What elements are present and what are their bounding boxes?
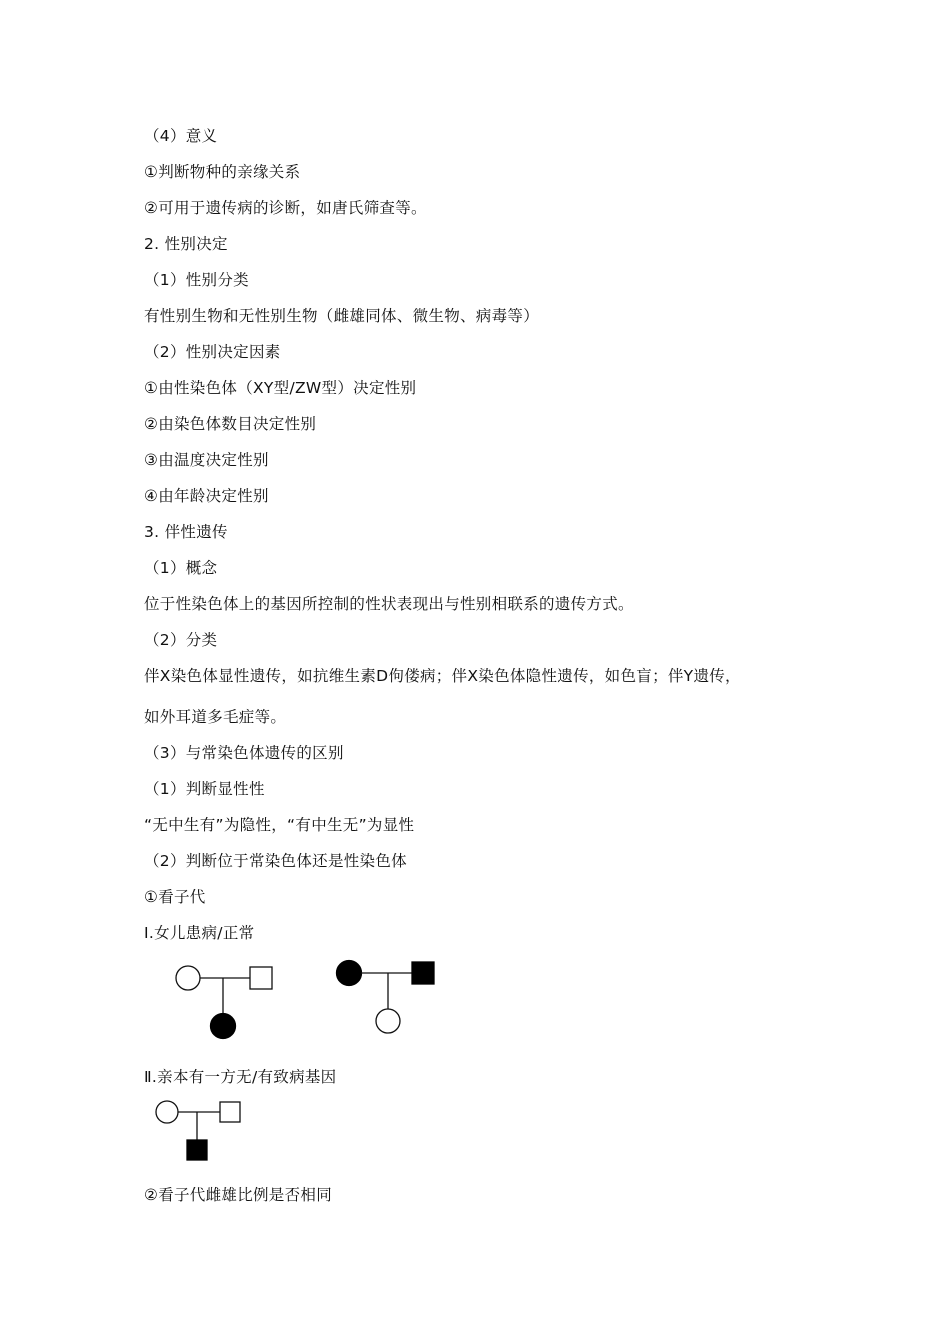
list-item: ②可用于遗传病的诊断，如唐氏筛查等。: [144, 199, 427, 217]
subheading: （1）性别分类: [144, 271, 249, 289]
list-item: Ⅱ.亲本有一方无/有致病基因: [144, 1068, 337, 1086]
pedigree-diagram-1: [170, 960, 280, 1042]
daughter-unaffected-circle: [376, 1009, 400, 1033]
paragraph: “无中生有”为隐性，“有中生无”为显性: [144, 816, 415, 834]
subheading: （1）概念: [144, 559, 218, 577]
subheading: （2）性别决定因素: [144, 343, 281, 361]
paragraph: 位于性染色体上的基因所控制的性状表现出与性别相联系的遗传方式。: [144, 595, 634, 613]
paragraph: 如外耳道多毛症等。: [144, 708, 287, 726]
section-heading-sex-linked: 3. 伴性遗传: [144, 523, 228, 541]
list-item: ③由温度决定性别: [144, 451, 269, 469]
paragraph: 伴X染色体显性遗传，如抗维生素D佝偻病；伴X染色体隐性遗传，如色盲；伴Y遗传，: [144, 667, 741, 685]
father-unaffected-square: [250, 967, 272, 989]
father-unaffected-square: [220, 1102, 240, 1122]
son-affected-square: [187, 1140, 207, 1160]
list-item: Ⅰ.女儿患病/正常: [144, 924, 255, 942]
list-item: ②由染色体数目决定性别: [144, 415, 317, 433]
father-affected-square: [412, 962, 434, 984]
subheading: （1）判断显性性: [144, 780, 265, 798]
pedigree-diagram-2: [332, 956, 440, 1038]
mother-affected-circle: [337, 961, 362, 986]
list-item: ①看子代: [144, 888, 206, 906]
subheading: （3）与常染色体遗传的区别: [144, 744, 344, 762]
mother-unaffected-circle: [176, 966, 200, 990]
daughter-affected-circle: [211, 1014, 236, 1039]
list-item: ①由性染色体（XY型/ZW型）决定性别: [144, 379, 417, 397]
subheading: （2）判断位于常染色体还是性染色体: [144, 852, 407, 870]
section-heading-sex-determination: 2. 性别决定: [144, 235, 228, 253]
heading-significance: （4）意义: [144, 127, 218, 145]
list-item: ④由年龄决定性别: [144, 487, 269, 505]
mother-unaffected-circle: [156, 1101, 178, 1123]
pedigree-diagram-3: [150, 1096, 246, 1166]
list-item: ②看子代雌雄比例是否相同: [144, 1186, 332, 1204]
paragraph: 有性别生物和无性别生物（雌雄同体、微生物、病毒等）: [144, 307, 540, 325]
list-item: ①判断物种的亲缘关系: [144, 163, 301, 181]
subheading: （2）分类: [144, 631, 218, 649]
